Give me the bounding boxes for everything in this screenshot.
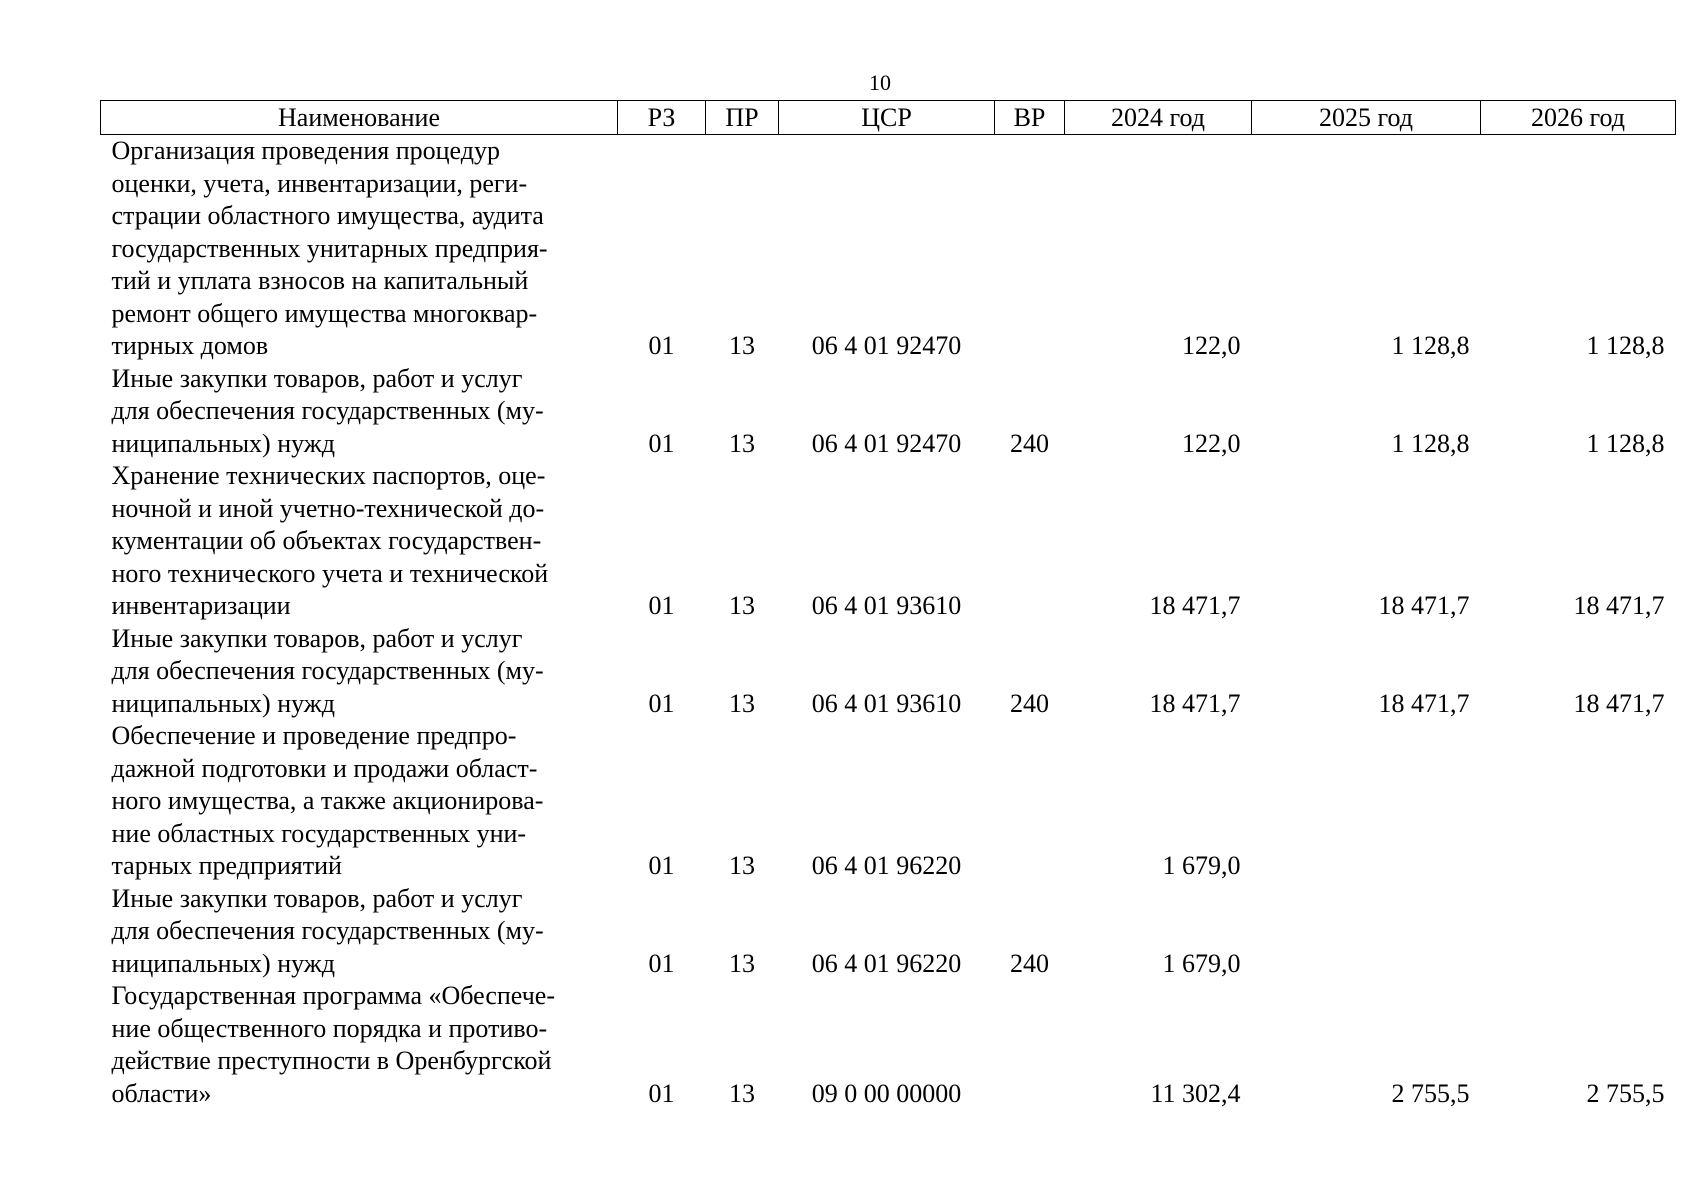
cell-2025 bbox=[1252, 720, 1481, 883]
row-name-line: Организация проведения процедур bbox=[111, 136, 500, 165]
table-row bbox=[101, 623, 1676, 721]
cell-rz: 01 bbox=[648, 591, 675, 620]
row-name-line: Иные закупки товаров, работ и услуг bbox=[111, 623, 523, 653]
row-name-line: кументации об объектах государствен- bbox=[111, 526, 542, 555]
cell-vr bbox=[995, 135, 1065, 363]
cell-2026: 2 755,5 bbox=[1586, 1078, 1665, 1108]
cell-csr: 06 4 01 92470 bbox=[811, 331, 962, 360]
cell-rz: 01 bbox=[648, 851, 675, 880]
cell-csr: 09 0 00 00000 bbox=[811, 1078, 962, 1108]
header-name: Наименование bbox=[101, 101, 618, 135]
table-row bbox=[101, 363, 1676, 461]
row-name bbox=[101, 980, 618, 1110]
row-name-line: Государственная программа «Обеспече- bbox=[111, 981, 555, 1010]
cell-2025 bbox=[1252, 883, 1481, 981]
row-name-line: ного имущества, а также акционирова- bbox=[111, 786, 544, 815]
cell-pr: 13 bbox=[729, 331, 755, 360]
cell-pr: 13 bbox=[729, 428, 755, 458]
row-name bbox=[101, 720, 618, 883]
row-name-line: ниципальных) нужд bbox=[111, 428, 335, 458]
cell-2026: 1 128,8 bbox=[1586, 428, 1665, 458]
row-name-line: ние общественного порядка и противо- bbox=[111, 1013, 548, 1043]
cell-vr bbox=[995, 720, 1065, 883]
row-name-line: ниципальных) нужд bbox=[111, 688, 335, 718]
row-name-line: Хранение технических паспортов, оце- bbox=[111, 461, 546, 490]
row-name-line: для обеспечения государственных (му- bbox=[111, 396, 544, 425]
cell-rz: 01 bbox=[648, 1078, 675, 1108]
cell-rz: 01 bbox=[648, 688, 675, 718]
cell-pr: 13 bbox=[729, 688, 755, 718]
cell-rz: 01 bbox=[648, 331, 675, 360]
cell-2024: 18 471,7 bbox=[1149, 591, 1241, 620]
cell-pr: 13 bbox=[729, 1078, 755, 1108]
table-row bbox=[101, 980, 1676, 1110]
cell-csr: 06 4 01 96220 bbox=[811, 851, 962, 880]
row-name-line: ремонт общего имущества многоквар- bbox=[111, 298, 538, 328]
table-row bbox=[101, 883, 1676, 981]
cell-rz: 01 bbox=[648, 948, 675, 978]
row-name-line: для обеспечения государственных (му- bbox=[111, 916, 544, 945]
row-name-line: страции областного имущества, аудита bbox=[111, 201, 544, 230]
row-name-line: ниципальных) нужд bbox=[111, 948, 335, 978]
table-row bbox=[101, 720, 1676, 883]
row-name-line: действие преступности в Оренбургской bbox=[111, 1046, 552, 1075]
row-name-line: ного технического учета и технической bbox=[111, 558, 549, 588]
page-number: 10 bbox=[869, 70, 891, 95]
cell-csr: 06 4 01 93610 bbox=[811, 688, 962, 718]
cell-2025: 18 471,7 bbox=[1378, 591, 1470, 620]
row-name bbox=[101, 363, 618, 461]
header-vr: ВР bbox=[995, 101, 1065, 135]
row-name-line: Иные закупки товаров, работ и услуг bbox=[111, 363, 523, 393]
cell-2024: 122,0 bbox=[1182, 331, 1241, 360]
header-2026: 2026 год bbox=[1481, 101, 1676, 135]
cell-2025: 2 755,5 bbox=[1391, 1078, 1470, 1108]
table-row bbox=[101, 460, 1676, 623]
cell-2024: 122,0 bbox=[1182, 428, 1241, 458]
row-name-line: ние областных государственных уни- bbox=[111, 818, 527, 848]
table-row bbox=[101, 135, 1676, 363]
cell-2026 bbox=[1481, 720, 1676, 883]
cell-csr: 06 4 01 92470 bbox=[811, 428, 962, 458]
row-name-line: Обеспечение и проведение предпро- bbox=[111, 721, 517, 750]
header-2024: 2024 год bbox=[1065, 101, 1252, 135]
header-rz: РЗ bbox=[618, 101, 706, 135]
cell-vr bbox=[995, 460, 1065, 623]
row-name bbox=[101, 623, 618, 721]
table-header-row bbox=[101, 101, 1676, 135]
cell-2024: 18 471,7 bbox=[1149, 688, 1241, 718]
cell-2024: 1 679,0 bbox=[1162, 948, 1241, 978]
cell-2026: 18 471,7 bbox=[1573, 688, 1665, 718]
row-name bbox=[101, 883, 618, 981]
row-name-line: тий и уплата взносов на капитальный bbox=[111, 266, 529, 295]
row-name-line: области» bbox=[111, 1078, 212, 1108]
cell-2025: 1 128,8 bbox=[1391, 331, 1470, 360]
cell-csr: 06 4 01 93610 bbox=[811, 591, 962, 620]
cell-2024: 1 679,0 bbox=[1162, 851, 1241, 880]
row-name-line: тирных домов bbox=[111, 331, 269, 360]
header-csr: ЦСР bbox=[779, 101, 995, 135]
budget-table bbox=[100, 100, 1676, 1110]
cell-csr: 06 4 01 96220 bbox=[811, 948, 962, 978]
cell-2026 bbox=[1481, 883, 1676, 981]
row-name bbox=[101, 135, 618, 363]
cell-2025: 18 471,7 bbox=[1378, 688, 1470, 718]
cell-pr: 13 bbox=[729, 851, 755, 880]
row-name-line: инвентаризации bbox=[111, 591, 291, 620]
cell-rz: 01 bbox=[648, 428, 675, 458]
row-name-line: дажной подготовки и продажи област- bbox=[111, 753, 538, 783]
row-name-line: тарных предприятий bbox=[111, 851, 342, 880]
cell-pr: 13 bbox=[729, 591, 755, 620]
header-2025: 2025 год bbox=[1252, 101, 1481, 135]
cell-vr bbox=[995, 980, 1065, 1110]
row-name-line: ночной и иной учетно-технической до- bbox=[111, 493, 545, 523]
cell-2024: 11 302,4 bbox=[1150, 1078, 1241, 1108]
row-name-line: оценки, учета, инвентаризации, реги- bbox=[111, 168, 528, 198]
cell-pr: 13 bbox=[729, 948, 755, 978]
cell-2025: 1 128,8 bbox=[1391, 428, 1470, 458]
cell-vr: 240 bbox=[1010, 688, 1049, 718]
cell-2026: 18 471,7 bbox=[1573, 591, 1665, 620]
row-name-line: для обеспечения государственных (му- bbox=[111, 656, 544, 685]
row-name-line: государственных унитарных предприя- bbox=[111, 233, 548, 263]
cell-2026: 1 128,8 bbox=[1586, 331, 1665, 360]
row-name bbox=[101, 460, 618, 623]
cell-vr: 240 bbox=[1010, 948, 1049, 978]
header-pr: ПР bbox=[706, 101, 779, 135]
cell-vr: 240 bbox=[1010, 428, 1049, 458]
row-name-line: Иные закупки товаров, работ и услуг bbox=[111, 883, 523, 913]
